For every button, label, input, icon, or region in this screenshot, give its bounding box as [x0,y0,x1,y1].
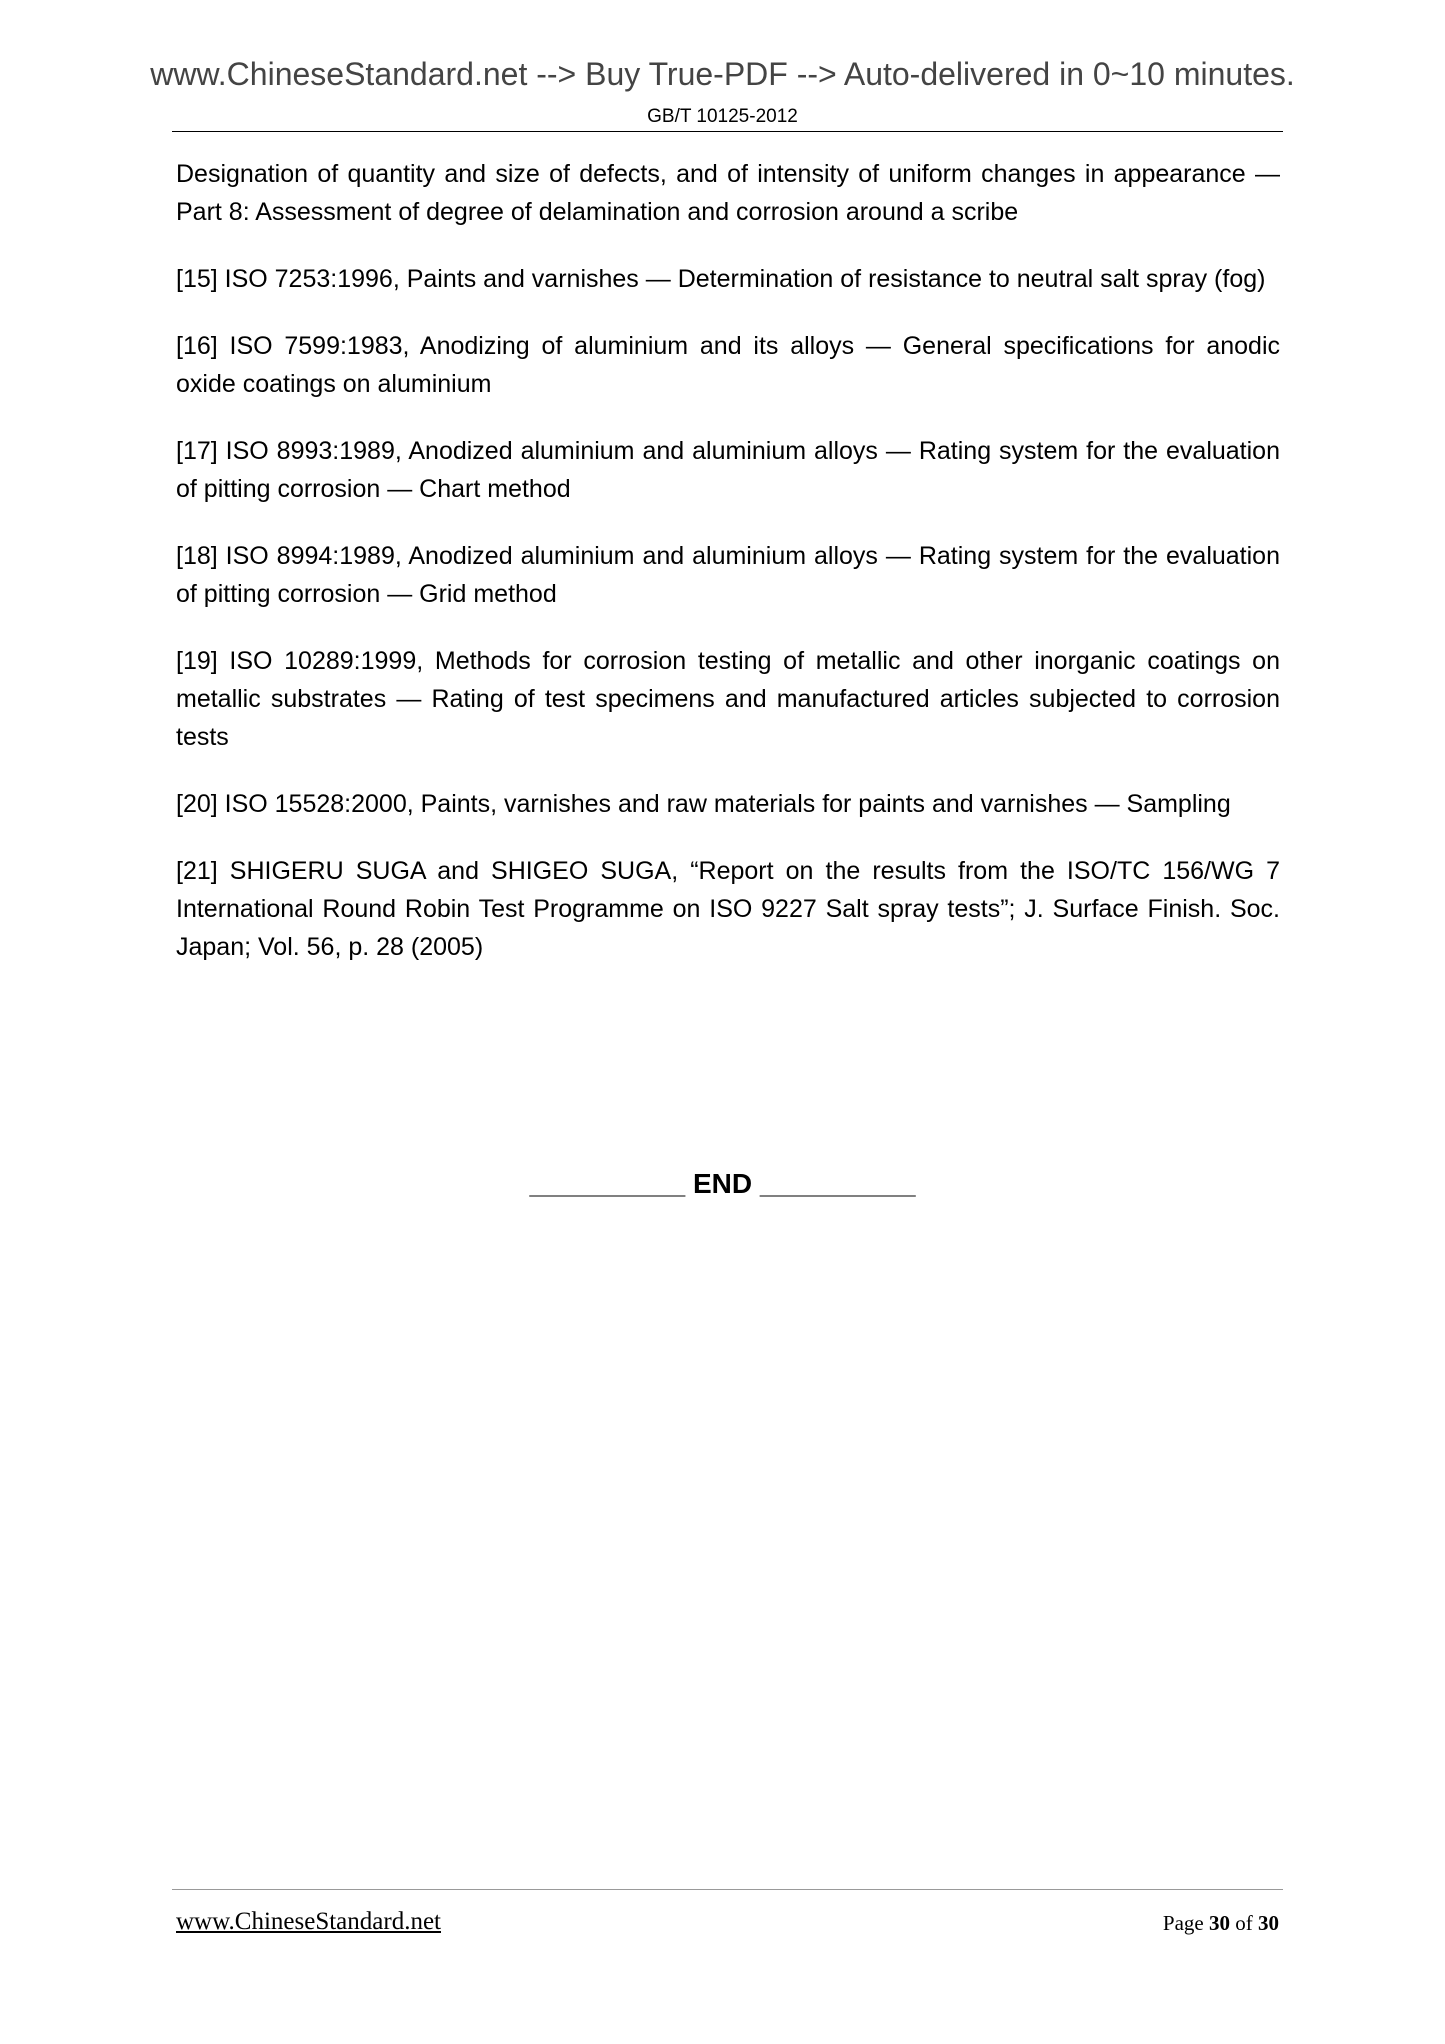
header-divider [172,131,1283,132]
page-total: 30 [1258,1911,1279,1935]
footer-divider [172,1889,1283,1890]
reference-15: [15] ISO 7253:1996, Paints and varnishes — Determination of resistance to neutral salt spray (fog) [176,265,1266,293]
page-current: 30 [1209,1911,1230,1935]
reference-21: [21] SHIGERU SUGA and SHIGEO SUGA, “Report on the results from the ISO/TC 156/WG 7 International Round Robin Test Programme on ISO 9227 Salt spray tests”; J. Surface Finish. Soc. Japan; Vol. 56, p. 28 (2005) [176,857,1280,961]
reference-19: [19] ISO 10289:1999, Methods for corrosion testing of metallic and other inorganic coatings on metallic substrates — Rating of test specimens and manufactured articles subjected to corrosion tests [176,647,1280,751]
page-word: Page [1162,1911,1204,1935]
page-number [1163,1911,1279,1936]
reference-20: [20] ISO 15528:2000, Paints, varnishes and raw materials for paints and varnishes — Sampling [176,790,1231,818]
header-banner[interactable]: www.ChineseStandard.net --> Buy True-PDF --> Auto-delivered in 0~10 minutes. [150,56,1295,92]
standard-code: GB/T 10125-2012 [647,106,798,127]
of-word: of [1235,1911,1253,1935]
reference-continuation: Designation of quantity and size of defects, and of intensity of uniform changes in appearance — Part 8: Assessment of degree of delamination and corrosion around a scribe [176,160,1280,226]
footer-site-link[interactable]: www.ChineseStandard.net [176,1908,441,1935]
bibliography [176,155,1280,995]
reference-18: [18] ISO 8994:1989, Anodized aluminium and aluminium alloys — Rating system for the evaluation of pitting corrosion — Grid method [176,542,1280,608]
end-marker: __________ END __________ [529,1168,916,1199]
reference-16: [16] ISO 7599:1983, Anodizing of aluminium and its alloys — General specifications for anodic oxide coatings on aluminium [176,332,1280,398]
reference-17: [17] ISO 8993:1989, Anodized aluminium and aluminium alloys — Rating system for the evaluation of pitting corrosion — Chart method [176,437,1280,503]
